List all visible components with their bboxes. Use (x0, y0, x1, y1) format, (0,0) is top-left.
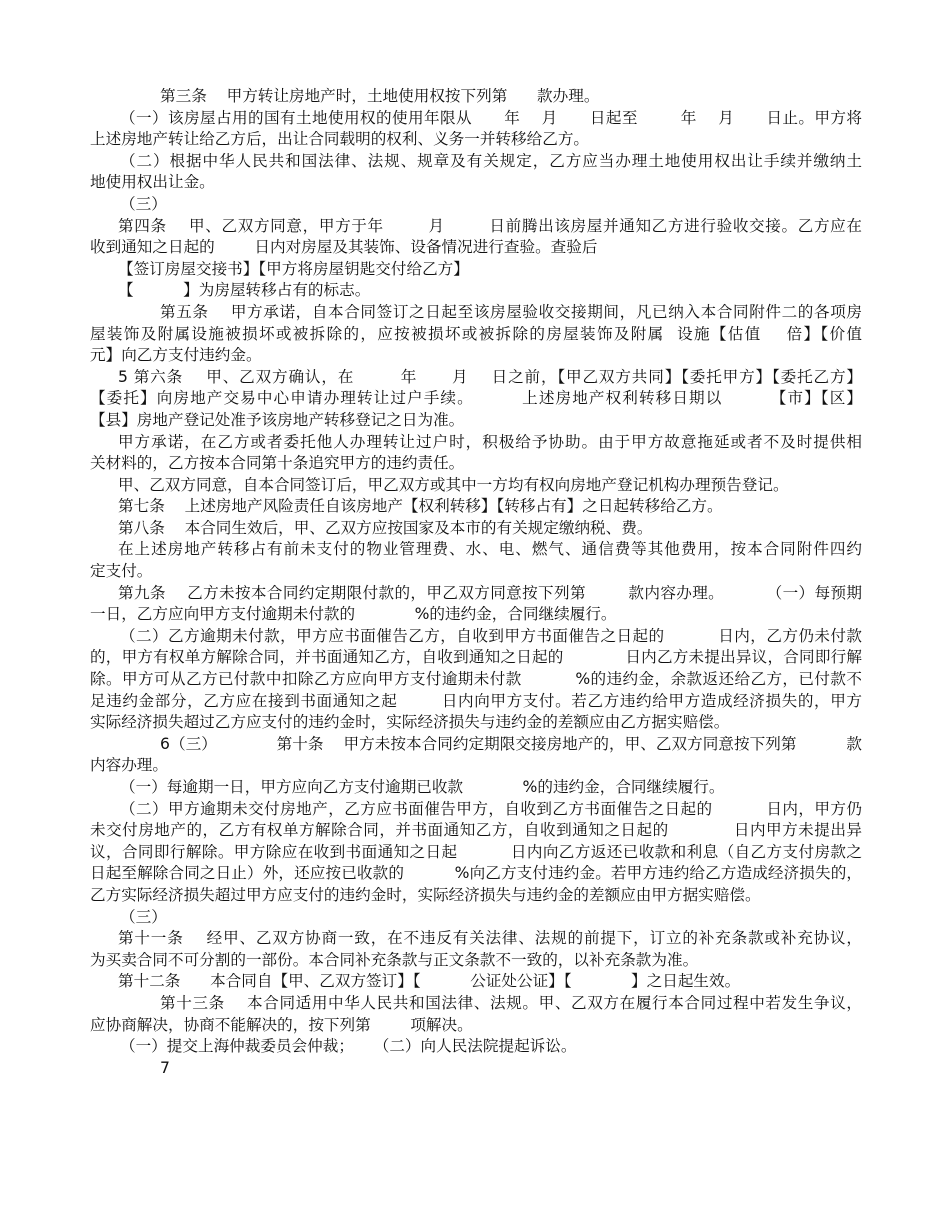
contract-text-line: 除。甲方可从乙方已付款中扣除乙方应向甲方支付逾期未付款 %的违约金，余款返还给乙方，已付款不 (90, 670, 862, 689)
contract-text-line: （三） (120, 194, 167, 213)
contract-text-line: 第十三条 本合同适用中华人民共和国法律、法规。甲、乙双方在履行本合同过程中若发生争议， (160, 993, 862, 1012)
contract-text-line: （二）乙方逾期未付款，甲方应书面催告乙方，自收到甲方书面催告之日起的 日内，乙方仍未付款 (120, 626, 862, 645)
contract-text-line: 【委托】向房地产交易中心申请办理转让过户手续。 上述房地产权利转移日期以 【市】【区】 (90, 389, 862, 408)
contract-text-line: 上述房地产转让给乙方后，出让合同载明的权利、义务一并转移给乙方。 (90, 130, 590, 149)
contract-text-line: 一日，乙方应向甲方支付逾期未付款的 %的违约金，合同继续履行。 (90, 605, 617, 624)
contract-text-line: 在上述房地产转移占有前未支付的物业管理费、水、电、燃气、通信费等其他费用，按本合同附件四约 (118, 540, 862, 559)
contract-text-line: 收到通知之日起的 日内对房屋及其装饰、设备情况进行查验。查验后 (90, 238, 598, 257)
contract-text-line: 第五条 甲方承诺，自本合同签订之日起至该房屋验收交接期间，凡已纳入本合同附件二的各项房 (160, 302, 862, 321)
contract-text-line: 关材料的，乙方按本合同第十条追究甲方的违约责任。 (90, 454, 465, 473)
contract-text-line: 内容办理。 (90, 756, 168, 775)
contract-text-line: 第十一条 经甲、乙双方协商一致，在不违反有关法律、法规的前提下，订立的补充条款或补充协议， (118, 929, 862, 948)
contract-text-line: 议，合同即行解除。甲方除应在收到书面通知之日起 日内向乙方返还已收款和利息（自乙方支付房款之 (90, 842, 862, 861)
contract-text-line: 地使用权出让金。 (90, 173, 215, 192)
contract-text-line: 日起至解除合同之日止）外，还应按已收款的 %向乙方支付违约金。若甲方违约给乙方造成经济损失的， (90, 864, 862, 883)
contract-text-line: 【 】为房屋转移占有的标志。 (118, 281, 371, 300)
contract-page-body (90, 86, 862, 1079)
contract-text-line: 未交付房地产的，乙方有权单方解除合同，并书面通知乙方，自收到通知之日起的 日内甲方未提出异 (90, 821, 862, 840)
contract-text-line: 甲、乙双方同意，自本合同签订后，甲乙双方或其中一方均有权向房地产登记机构办理预告登记。 (118, 475, 789, 494)
contract-text-line: 第七条 上述房地产风险责任自该房地产【权利转移】【转移占有】之日起转移给乙方。 (118, 497, 723, 516)
contract-text-line: 第十二条 本合同自【甲、乙双方签订】【 公证处公证】【 】之日起生效。 (118, 972, 741, 991)
contract-text-line: 屋装饰及附属设施被损坏或被拆除的，应按被损坏或被拆除的房屋装饰及附属 设施【估值 倍】【价值 (90, 324, 862, 343)
contract-text-line: 定支付。 (90, 562, 153, 581)
contract-text-line: 第九条 乙方未按本合同约定期限付款的，甲乙双方同意按下列第 款内容办理。 （一）每预期 (118, 583, 862, 602)
contract-text-line: 第三条 甲方转让房地产时，土地使用权按下列第 款办理。 (160, 87, 600, 105)
contract-text-line: 第八条 本合同生效后，甲、乙双方应按国家及本市的有关规定缴纳税、费。 (118, 518, 653, 537)
contract-text-line: 第四条 甲、乙双方同意，甲方于年 月 日前腾出该房屋并通知乙方进行验收交接。乙方应在 (118, 216, 862, 235)
contract-text-line: 6（三） 第十条 甲方未按本合同约定期限交接房地产的，甲、乙双方同意按下列第 款 (160, 734, 862, 753)
contract-text-line: 【县】房地产登记处准予该房地产转移登记之日为准。 (90, 410, 465, 429)
contract-text-line: 乙方实际经济损失超过甲方应支付的违约金时，实际经济损失与违约金的差额应由甲方据实赔偿。 (90, 885, 761, 904)
contract-text-line: （二）甲方逾期未交付房地产，乙方应书面催告甲方，自收到乙方书面催告之日起的 日内，甲方仍 (120, 799, 862, 818)
contract-text-line: 元】向乙方支付违约金。 (90, 346, 262, 365)
contract-text-line: （一）每逾期一日，甲方应向乙方支付逾期已收款 %的违约金，合同继续履行。 (120, 778, 725, 796)
contract-text-line: 的，甲方有权单方解除合同，并书面通知乙方，自收到通知之日起的 日内乙方未提出异议，合同即行解 (90, 648, 862, 667)
contract-text-line: （一）该房屋占用的国有土地使用权的使用年限从 年 月 日起至 年 月 日止。甲方将 (120, 108, 862, 127)
contract-text-line: 甲方承诺，在乙方或者委托他人办理转让过户时，积极给予协助。由于甲方故意拖延或者不及时提供相 (118, 432, 862, 451)
contract-text-line: 5 第六条 甲、乙双方确认，在 年 月 日之前，【甲乙双方共同】【委托甲方】【委托乙方】 (118, 367, 862, 386)
contract-text-line: 应协商解决，协商不能解决的，按下列第 项解决。 (90, 1015, 473, 1034)
contract-text-line: 足违约金部分，乙方应在接到书面通知之起 日内向甲方支付。若乙方违约给甲方造成经济损失的，甲方 (90, 691, 862, 710)
contract-text-line: 为买卖合同不可分割的一部份。本合同补充条款与正文条款不一致的，以补充条款为准。 (90, 950, 699, 969)
contract-text-line: 【签订房屋交接书】【甲方将房屋钥匙交付给乙方】 (118, 259, 469, 278)
contract-text-line: （一）提交上海仲裁委员会仲裁； （二）向人民法院提起诉讼。 (120, 1037, 577, 1056)
contract-text-line: 7 (160, 1058, 170, 1077)
contract-text-line: （二）根据中华人民共和国法律、法规、规章及有关规定，乙方应当办理土地使用权出让手续并缴纳土 (120, 151, 862, 170)
contract-text-line: 实际经济损失超过乙方应支付的违约金时，实际经济损失与违约金的差额应由乙方据实赔偿。 (90, 713, 730, 732)
contract-text-line: （三） (120, 907, 167, 926)
